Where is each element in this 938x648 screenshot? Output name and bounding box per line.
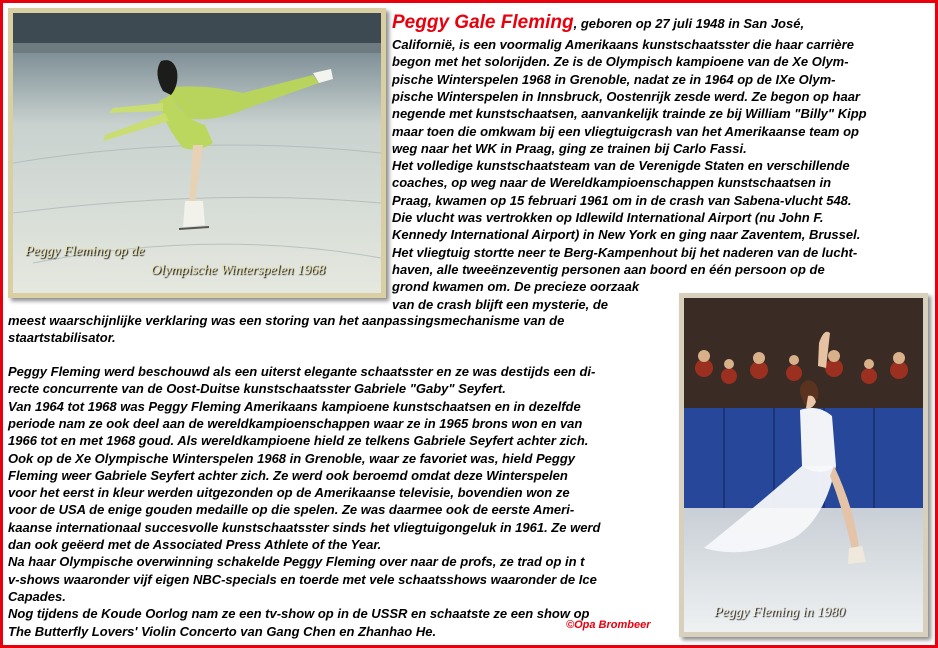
- right-line-6: weg naar het WK in Praag, ging ze trainen bij Carlo Fassi.: [392, 140, 747, 156]
- left-line-14: Nog tijdens de Koude Oorlog nam ze een tv-show op in de USSR en schaatste ze een show op: [8, 606, 590, 622]
- title-rest: , geboren op 27 juli 1948 in San José,: [573, 16, 805, 31]
- left-line-11: Na haar Olympische overwinning schakelde Peggy Fleming over naar de profs, ze trad op in t: [8, 554, 585, 570]
- right-line-0: Californië, is een voormalig Amerikaans kunstschaatsster die haar carrière: [392, 37, 854, 52]
- wide-line-0: meest waarschijnlijke verklaring was een storing van het aanpassingsmechanisme van de: [8, 313, 565, 328]
- left-line-15: The Butterfly Lovers' Violin Concerto van Gang Chen en Zhanhao He.: [8, 623, 437, 639]
- right-line-8: coaches, op weg naar de Wereldkampioenschappen kunstschaatsen in: [392, 175, 832, 191]
- left-line-7: voor het eerst in kleur werden uitgezonden op de Amerikaanse televisie, bovendien won ze: [8, 485, 570, 501]
- right-line-10: Die vlucht was vertrokken op Idlewild International Airport (nu John F.: [392, 210, 824, 225]
- photo-fleming-1980: [679, 293, 928, 637]
- right-line-7: Het volledige kunstschaatsteam van de Verenigde Staten en verschillende: [392, 158, 850, 174]
- right-line-3: pische Winterspelen in Innsbruck, Oostenrijk zesde werd. Ze begon op haar: [392, 88, 860, 104]
- right-line-11: Kennedy International Airport) in New York en ging naar Zaventem, Brussel.: [392, 227, 861, 243]
- wide-line-1: staartstabilisator.: [8, 330, 116, 346]
- right-line-5: maar toen die omkwam bij een vliegtuigcrash van het Amerikaanse team op: [392, 123, 859, 139]
- credit-signature: ©Opa Brombeer: [566, 619, 651, 631]
- right-line-15: van de crash blijft een mysterie, de: [392, 296, 609, 312]
- left-line-0: Peggy Fleming werd beschouwd als een uiterst elegante schaatsster en ze was destijds een di-: [8, 364, 596, 379]
- right-line-1: begon met het solorijden. Ze is de Olympisch kampioene van de Xe Olym-: [392, 54, 849, 70]
- right-line-9: Praag, kwamen op 15 februari 1961 om in de crash van Sabena-vlucht 548.: [392, 192, 852, 208]
- photo-fleming-1968: [8, 8, 386, 298]
- title-name: Peggy Gale Fleming: [392, 12, 574, 33]
- left-line-3: periode nam ze ook deel aan de wereldkampioenschappen waar ze in 1965 brons won en van: [8, 415, 583, 431]
- left-line-10: dan ook geëerd met de Associated Press Athlete of the Year.: [8, 537, 382, 552]
- right-line-13: haven, alle tweeënzeventig personen aan boord en één persoon op de: [392, 261, 825, 277]
- left-line-12: v-shows waaronder vijf eigen NBC-specials en toerde met vele schaatsshows waaronder de Ice: [8, 571, 597, 587]
- left-line-9: kaanse internationaal succesvolle kunstschaatsster sinds het vliegtuigongeluk in 1961. Ze werd: [8, 519, 601, 535]
- left-line-4: 1966 tot en met 1968 goud. Als wereldkampioene hield ze telkens Gabriele Seyfert achter zich.: [8, 433, 589, 449]
- photo1-caption-line1: Peggy Fleming op de: [25, 244, 145, 259]
- left-line-8: voor de USA de enige gouden medaille op die spelen. Ze was daarmee ook de eerste Ameri-: [8, 502, 575, 518]
- right-line-14: grond kwamen om. De precieze oorzaak: [392, 279, 640, 295]
- right-line-4: negende met kunstschaatsen, aanvankelijk trainde ze bij William "Billy" Kipp: [392, 106, 867, 122]
- photo1-caption-line2: Olympische Winterspelen 1968: [151, 263, 326, 278]
- photo2-caption: Peggy Fleming in 1980: [714, 605, 846, 620]
- left-line-1: recte concurrente van de Oost-Duitse kunstschaatsster Gabriele "Gaby" Seyfert.: [8, 381, 506, 397]
- left-line-5: Ook op de Xe Olympische Winterspelen 1968 in Grenoble, waar ze favoriet was, hield Peggy: [8, 450, 576, 466]
- left-line-6: Fleming weer Gabriele Seyfert achter zich. Ze werd ook beroemd omdat deze Winterspelen: [8, 467, 568, 483]
- left-line-13: Capades.: [8, 588, 66, 604]
- skater-1980-image: [684, 298, 923, 632]
- left-line-2: Van 1964 tot 1968 was Peggy Fleming Amerikaans kampioene kunstschaatsen en in dezelfde: [8, 398, 581, 414]
- right-line-2: pische Winterspelen 1968 in Grenoble, nadat ze in 1964 op de IXe Olym-: [392, 71, 836, 87]
- right-line-12: Het vliegtuig stortte neer te Berg-Kampenhout bij het naderen van de lucht-: [392, 244, 858, 260]
- title-line: [392, 12, 804, 35]
